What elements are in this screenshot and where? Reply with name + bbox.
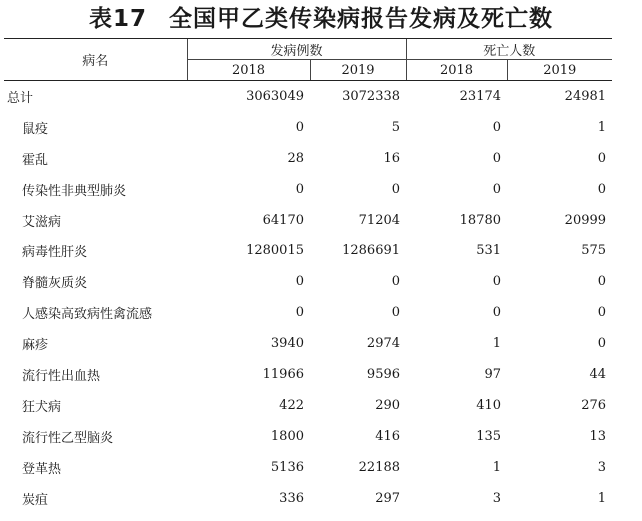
- deaths-2018: 0: [492, 181, 502, 197]
- table-row: [4, 359, 612, 390]
- disease-name: 霍乱: [22, 152, 49, 168]
- cases-2018: 336: [279, 490, 304, 506]
- cases-2018: 1800: [270, 428, 304, 444]
- deaths-2018: 531: [476, 243, 502, 259]
- disease-table: [4, 38, 612, 513]
- table-row-total: [4, 81, 612, 112]
- disease-name: 流行性出血热: [22, 368, 101, 384]
- deaths-2019: 24981: [564, 88, 607, 104]
- cases-2019: 0: [391, 305, 401, 321]
- header-deaths-2019: 2019: [507, 60, 612, 81]
- deaths-2019: 20999: [564, 212, 607, 228]
- deaths-2019: 1: [597, 119, 607, 135]
- disease-name: 总计: [7, 90, 34, 106]
- deaths-2019: 3: [597, 459, 607, 475]
- header-cases-2018: 2018: [187, 60, 310, 81]
- deaths-2019: 276: [581, 397, 607, 413]
- deaths-2018: 1: [492, 459, 502, 475]
- deaths-2019: 0: [597, 181, 607, 197]
- disease-name: 人感染高致病性禽流感: [22, 307, 153, 323]
- disease-name: 病毒性肝炎: [22, 245, 88, 261]
- deaths-2019: 44: [589, 366, 607, 382]
- disease-name: 传染性非典型肺炎: [22, 183, 127, 199]
- table-row: [4, 421, 612, 452]
- deaths-2019: 0: [597, 274, 607, 290]
- disease-name: 鼠疫: [22, 121, 49, 137]
- cases-2019: 0: [391, 274, 401, 290]
- deaths-2018: 18780: [459, 212, 502, 228]
- disease-name: 流行性乙型脑炎: [22, 430, 114, 446]
- deaths-2018: 0: [492, 119, 502, 135]
- disease-name: 狂犬病: [22, 399, 62, 415]
- disease-name: 登革热: [22, 461, 62, 477]
- cases-2018: 0: [295, 305, 304, 321]
- header-cases-2019: 2019: [310, 60, 406, 81]
- cases-2018: 5136: [270, 459, 304, 475]
- cases-2019: 297: [375, 490, 401, 506]
- cases-2019: 22188: [358, 459, 401, 475]
- cases-2018: 11966: [262, 366, 304, 382]
- deaths-2018: 410: [476, 397, 502, 413]
- deaths-2018: 1: [492, 336, 502, 352]
- disease-name: 炭疽: [22, 492, 49, 508]
- table-row: [4, 297, 612, 328]
- table-row: [4, 143, 612, 174]
- cases-2019: 1286691: [342, 243, 401, 259]
- deaths-2018: 0: [492, 274, 502, 290]
- cases-2019: 5: [391, 119, 401, 135]
- deaths-2019: 575: [581, 243, 607, 259]
- deaths-2019: 13: [589, 428, 607, 444]
- deaths-2018: 3: [492, 490, 502, 506]
- cases-2019: 3072338: [342, 88, 401, 104]
- deaths-2019: 0: [597, 336, 607, 352]
- deaths-2018: 0: [492, 305, 502, 321]
- cases-2018: 0: [295, 181, 304, 197]
- cases-2019: 16: [383, 150, 401, 166]
- table-row: [4, 112, 612, 143]
- disease-name: 麻疹: [22, 338, 49, 354]
- deaths-2018: 135: [476, 428, 502, 444]
- cases-2019: 2974: [366, 336, 401, 352]
- header-cases: 发病例数: [187, 39, 406, 60]
- table-title: [0, 0, 642, 38]
- table-row: [4, 328, 612, 359]
- table-row: [4, 174, 612, 205]
- deaths-2019: 0: [597, 305, 607, 321]
- table-title-text: 全国甲乙类传染病报告发病及死亡数: [169, 6, 553, 32]
- deaths-2019: 0: [597, 150, 607, 166]
- deaths-2018: 0: [492, 150, 502, 166]
- disease-name: 脊髓灰质炎: [22, 276, 88, 292]
- cases-2018: 422: [279, 397, 304, 413]
- table-number: 表17: [88, 6, 147, 32]
- table-row: [4, 235, 612, 266]
- table-body: [4, 81, 612, 514]
- cases-2018: 3063049: [246, 88, 304, 104]
- table-row: [4, 205, 612, 236]
- table-header: [4, 39, 612, 81]
- table-row: [4, 266, 612, 297]
- cases-2019: 416: [375, 428, 401, 444]
- cases-2019: 71204: [358, 212, 401, 228]
- header-deaths: 死亡人数: [406, 39, 612, 60]
- cases-2018: 0: [295, 274, 304, 290]
- header-disease: 病名: [4, 39, 187, 81]
- table-row: [4, 452, 612, 483]
- cases-2018: 28: [287, 150, 304, 166]
- cases-2018: 0: [295, 119, 304, 135]
- deaths-2018: 23174: [459, 88, 502, 104]
- cases-2018: 3940: [270, 336, 304, 352]
- cases-2019: 9596: [366, 366, 401, 382]
- cases-2019: 290: [375, 397, 401, 413]
- cases-2019: 0: [391, 181, 401, 197]
- cases-2018: 1280015: [246, 243, 304, 259]
- disease-name: 艾滋病: [22, 214, 62, 230]
- cases-2018: 64170: [262, 212, 304, 228]
- deaths-2018: 97: [484, 366, 502, 382]
- deaths-2019: 1: [597, 490, 607, 506]
- table-row: [4, 483, 612, 514]
- header-deaths-2018: 2018: [406, 60, 507, 81]
- table-row: [4, 390, 612, 421]
